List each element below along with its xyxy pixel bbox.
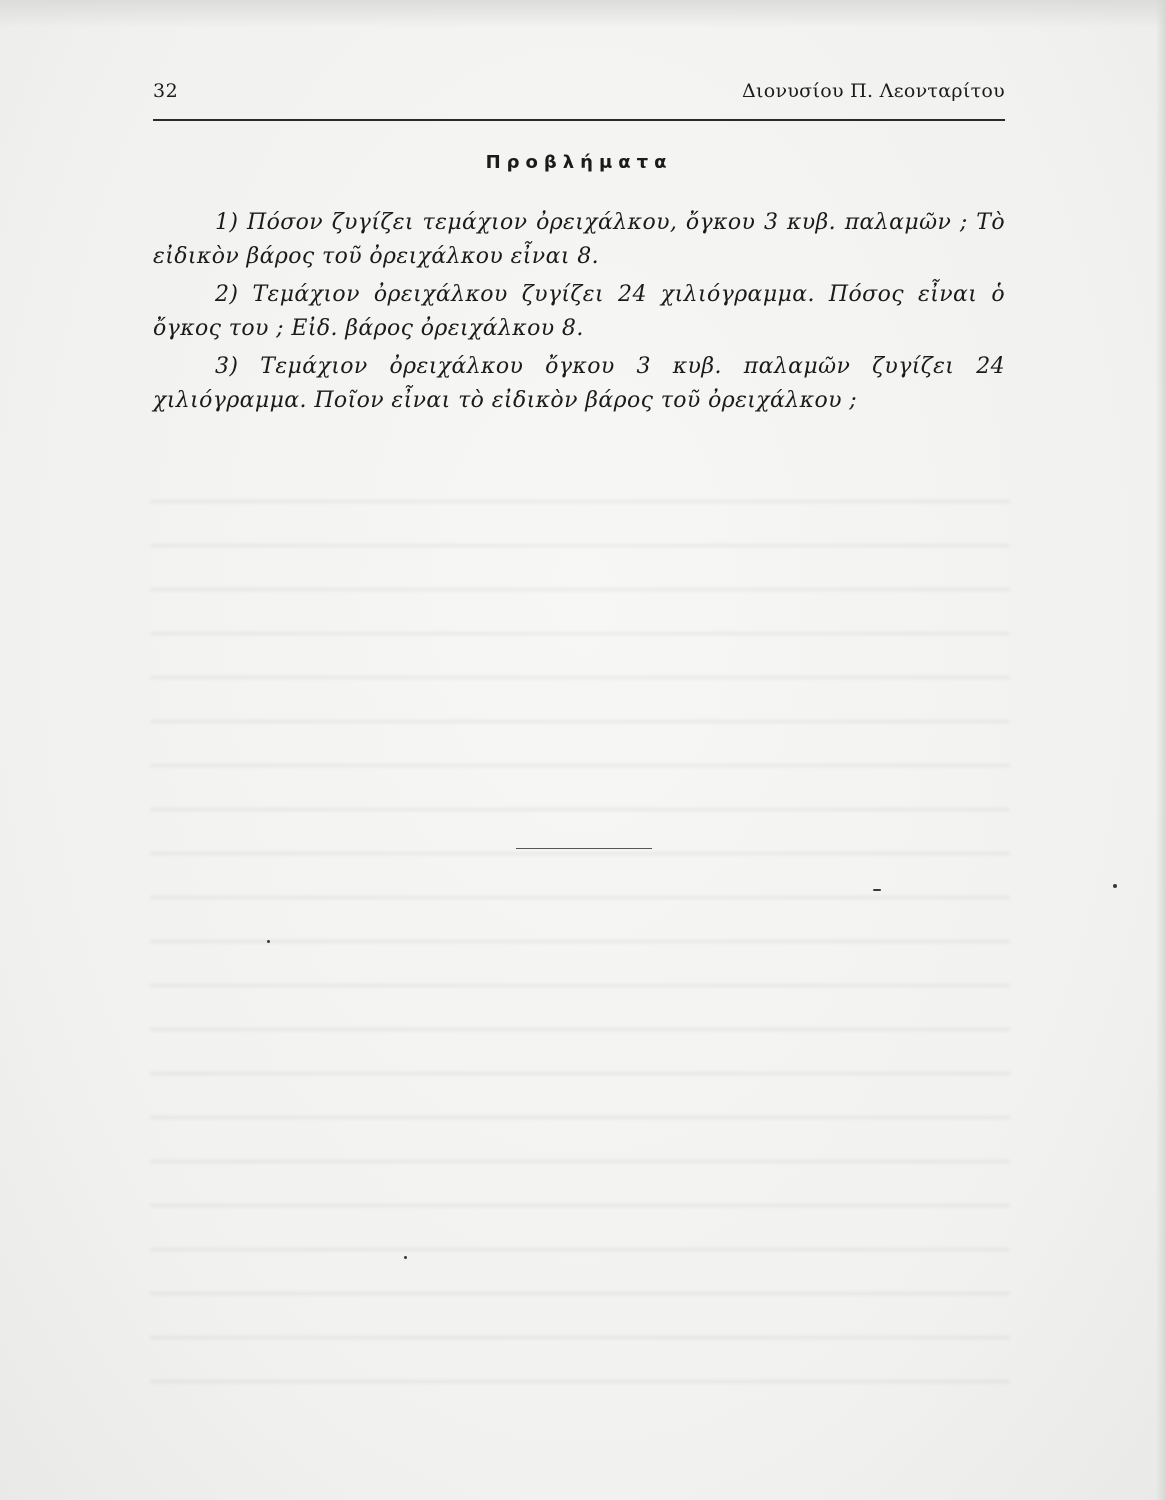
header-rule [153, 119, 1005, 121]
running-head: Διονυσίου Π. Λεονταρίτου [741, 80, 1005, 102]
scan-speck [1113, 884, 1117, 888]
show-through-text [150, 470, 1010, 1400]
scan-speck [873, 889, 881, 891]
problem-2: 2) Τεμάχιον ὀρειχάλκου ζυγίζει 24 χιλιόγραμμα. Πόσος εἶναι ὁ ὄγκος του ; Εἰδ. βάρος ὀρειχάλκου 8. [153, 282, 1005, 341]
page-number: 32 [153, 80, 179, 102]
scan-top-shadow [0, 0, 1166, 28]
section-divider [516, 848, 652, 849]
scan-speck [267, 940, 270, 943]
page-header [153, 80, 1005, 110]
scan-speck [404, 1256, 407, 1259]
problem-1: 1) Πόσον ζυγίζει τεμάχιον ὀρειχάλκου, ὄγκου 3 κυβ. παλαμῶν ; Τὸ εἰδικὸν βάρος τοῦ ὀρειχάλκου εἶναι 8. [153, 210, 1005, 269]
problem-3: 3) Τεμάχιον ὀρειχάλκου ὄγκου 3 κυβ. παλαμῶν ζυγίζει 24 χιλιόγραμμα. Ποῖον εἶναι τὸ εἰδικὸν βάρος τοῦ ὀρειχάλκου ; [153, 354, 1005, 413]
scan-right-edge [1156, 0, 1166, 1500]
problem-list [153, 206, 1005, 422]
section-title: Προβλήματα [485, 152, 673, 173]
